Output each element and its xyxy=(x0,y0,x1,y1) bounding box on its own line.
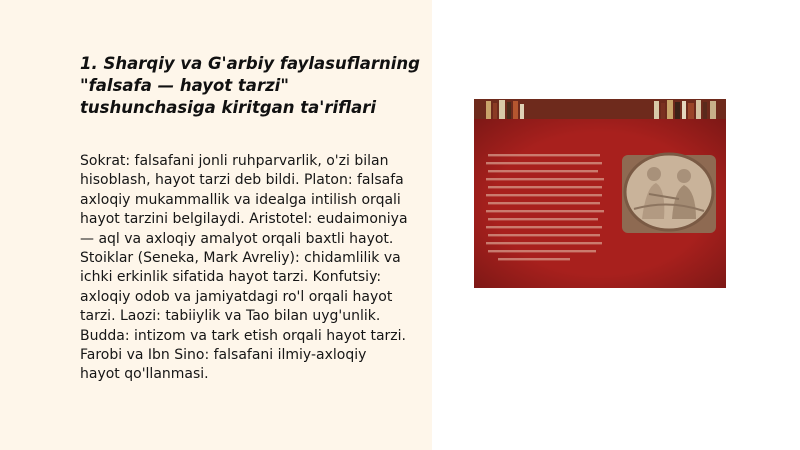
slide-title: 1. Sharqiy va G'arbiy faylasuflarning "falsafa — hayot tarzi" tushunchasiga kiritgan ta'riflari xyxy=(80,54,420,117)
relief-sculpture xyxy=(622,154,716,233)
library-relief-picture xyxy=(474,99,726,288)
illustration-image xyxy=(474,99,726,288)
slide-body-text: Sokrat: falsafani jonli ruhparvarlik, o'zi bilan hisoblash, hayot tarzi deb bildi. Platon: falsafa axloqiy mukammallik va idealga intilish orqali hayot tarzini belgilaydi. Aristotel: eudaimoniya — aql va axloqiy amalyot orqali baxtli hayot. Stoiklar (Seneka, Mark Avreliy): chidamlilik va ichki erkinlik sifatida hayot tarzi. Konfutsiy: axloqiy odob va jamiyatdagi ro'l orqali hayot tarzi. Laozi: tabiiylik va Tao bilan uyg'unlik. Budda: intizom va tark etish orqali hayot tarzi. Farobi va Ibn Sino: falsafani ilmiy-axloqiy hayot qo'llanmasi. xyxy=(80,153,408,383)
